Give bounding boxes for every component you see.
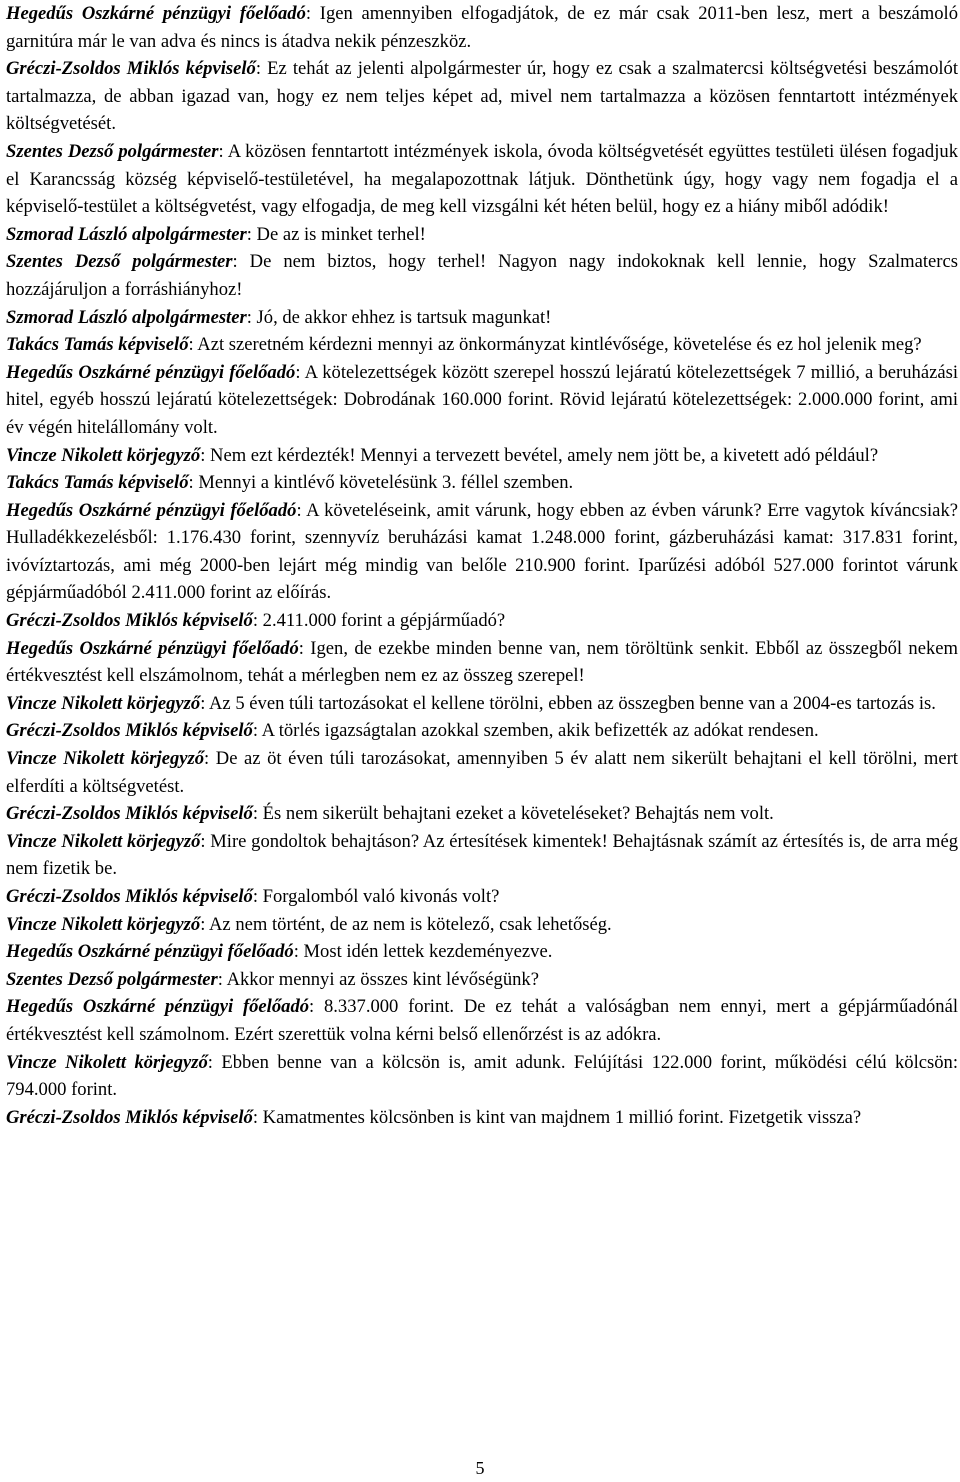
speaker-name: Gréczi-Zsoldos Miklós képviselő [6, 720, 253, 742]
speaker-name: Vincze Nikolett körjegyző [6, 692, 201, 714]
paragraph-text: : Forgalomból való kivonás volt? [252, 886, 500, 907]
paragraph-text: : A törlés igazságtalan azokkal szemben, akik befizették az adókat rendesen. [252, 720, 819, 742]
paragraph [6, 248, 958, 303]
paragraph-text: : De nem biztos, hogy terhel! Nagyon nagy indokoknak kell lennie, hogy Szalmatercs hozzájáruljon a forráshiányhoz! [6, 251, 958, 300]
paragraph-text: : 8.337.000 forint. De ez tehát a valóságban nem ennyi, mert a gépjárműadónál értékvesztést kell számolnom. Ezért szerettük volna kérni belső ellenőrzést is az adókra. [6, 996, 959, 1045]
speaker-name: Hegedűs Oszkárné pénzügyi főelőadó [6, 637, 299, 659]
speaker-name: Szentes Dezső polgármester [6, 251, 233, 273]
paragraph [6, 55, 958, 138]
paragraph [6, 938, 958, 966]
paragraph-text: : Nem ezt kérdezték! Mennyi a tervezett bevétel, amely nem jött be, a kivetett adó például? [200, 444, 879, 466]
paragraph-text: : 2.411.000 forint a gépjárműadó? [252, 610, 506, 632]
paragraph [6, 690, 958, 718]
speaker-name: Vincze Nikolett körjegyző [6, 830, 201, 852]
paragraph-text: : A kötelezettségek között szerepel hosszú lejáratú kötelezettségek 7 millió, a beruházási hitel, egyéb hosszú lejáratú kötelezettségek: Dobrodának 160.000 forint. Rövid lejáratú kötelezettségek: 2.000.000 forint, ami év végén hitelállomány volt. [6, 361, 958, 438]
speaker-name: Hegedűs Oszkárné pénzügyi főelőadó [6, 996, 310, 1018]
paragraph-text: : Mennyi a kintlévő követelésünk 3. féllel szemben. [188, 472, 574, 494]
speaker-name: Vincze Nikolett körjegyző [6, 444, 201, 466]
paragraph [6, 359, 958, 442]
paragraph [6, 717, 958, 745]
paragraph-text: : A közösen fenntartott intézmények iskola, óvoda költségvetését együttes testületi ülésen fogadjuk el Karancsság község képviselő-testületével, ha megalapozottnak látjuk. Dönthetünk úgy, hogy vagy nem fogadja el a képviselő-testület a költségvetést, vagy elfogadja, de meg kell vizsgálni két héten belül, hogy ez a hiány miből adódik! [6, 140, 958, 218]
paragraph-text: : De az is minket terhel! [246, 223, 426, 245]
paragraph-text: : De az öt éven túli tarozásokat, amennyiben 5 év alatt nem sikerült behajtani el kell törölni, mert elferdíti a költségvetést. [6, 748, 958, 797]
paragraph [6, 1049, 958, 1104]
paragraph-text: : A követeléseink, amit várunk, hogy ebben az évben várunk? Erre vagytok kíváncsiak? Hulladékkezelésből: 1.176.430 forint, szennyvíz beruházási kamat 1.248.000 forint, gázberuházási kamat: 317.831 forint, ivóvíztartozás, ami még 2000-ben lejárt még mindig van belőle 210.900 forint. Iparűzési adóból 527.000 forintot várunk gépjárműadóból 2.411.000 forint az előírás. [6, 499, 958, 604]
paragraph-text: : Ebben benne van a kölcsön is, amit adunk. Felújítási 122.000 forint, működési célú kölcsön: 794.000 forint. [6, 1051, 958, 1101]
paragraph-text: : Most idén lettek kezdeményezve. [293, 941, 553, 963]
speaker-name: Hegedűs Oszkárné pénzügyi főelőadó [6, 941, 294, 963]
speaker-name: Szentes Dezső polgármester [6, 968, 218, 990]
speaker-name: Gréczi-Zsoldos Miklós képviselő [6, 803, 253, 825]
paragraph [6, 635, 958, 690]
paragraph [6, 0, 958, 55]
paragraph-text: : Azt szeretném kérdezni mennyi az önkormányzat kintlévősége, követelése és ez hol jelenik meg? [188, 334, 922, 356]
paragraph-text: : Akkor mennyi az összes kint lévőségünk? [217, 968, 539, 990]
paragraph [6, 828, 958, 883]
paragraph-text: : Kamatmentes kölcsönben is kint van majdnem 1 millió forint. Fizetgetik vissza? [252, 1106, 862, 1128]
speaker-name: Gréczi-Zsoldos Miklós képviselő [6, 1106, 253, 1128]
speaker-name: Takács Tamás képviselő [6, 472, 189, 494]
paragraph-text: : Jó, de akkor ehhez is tartsuk magunkat! [246, 306, 552, 328]
paragraph [6, 497, 958, 607]
paragraph [6, 138, 958, 221]
paragraph-text: : Igen, de ezekbe minden benne van, nem töröltünk senkit. Ebből az összegből nekem értékvesztést kell elszámolnom, tehát a mérlegben nem ez az összeg szerepel! [6, 637, 958, 687]
document-body [6, 0, 958, 1131]
speaker-name: Gréczi-Zsoldos Miklós képviselő [6, 58, 256, 80]
paragraph [6, 883, 958, 911]
paragraph [6, 442, 958, 470]
speaker-name: Hegedűs Oszkárné pénzügyi főelőadó [6, 499, 297, 521]
speaker-name: Gréczi-Zsoldos Miklós képviselő [6, 886, 253, 907]
paragraph-text: : Ez tehát az jelenti alpolgármester úr, hogy ez csak a szalmatercsi költségvetési beszámolót tartalmazza, de abban igazad van, hogy ez nem teljes képet ad, mivel nem tartalmazza a közösen fenntartott intézmények költségvetését. [6, 58, 959, 135]
paragraph [6, 745, 958, 800]
speaker-name: Vincze Nikolett körjegyző [6, 1051, 208, 1073]
paragraph [6, 993, 958, 1048]
speaker-name: Vincze Nikolett körjegyző [6, 748, 205, 770]
speaker-name: Vincze Nikolett körjegyző [6, 913, 201, 935]
paragraph-text: : Igen amennyiben elfogadjátok, de ez már csak 2011-ben lesz, mert a beszámoló garnitúra már le van adva és nincs is átadva nekik pénzeszköz. [6, 3, 958, 52]
paragraph [6, 607, 958, 635]
paragraph [6, 304, 958, 332]
paragraph [6, 1104, 958, 1132]
paragraph-text: : Mire gondoltok behajtáson? Az értesítések kimentek! Behajtásnak számít az értesítés is, de arra még nem fizetik be. [6, 830, 958, 880]
paragraph-text: : Az 5 éven túli tartozásokat el kellene törölni, ebben az összegben benne van a 2004-es tartozás is. [200, 692, 936, 714]
speaker-name: Szentes Dezső polgármester [6, 140, 219, 162]
speaker-name: Gréczi-Zsoldos Miklós képviselő [6, 610, 253, 632]
speaker-name: Hegedűs Oszkárné pénzügyi főelőadó [6, 361, 296, 383]
paragraph [6, 331, 958, 359]
paragraph [6, 911, 958, 939]
paragraph-text: : És nem sikerült behajtani ezeket a követeléseket? Behajtás nem volt. [252, 803, 774, 825]
speaker-name: Szmorad László alpolgármester [6, 223, 247, 245]
paragraph-text: : Az nem történt, de az nem is kötelező, csak lehetőség. [200, 913, 612, 935]
speaker-name: Szmorad László alpolgármester [6, 306, 247, 328]
paragraph [6, 221, 958, 249]
speaker-name: Takács Tamás képviselő [6, 334, 189, 356]
speaker-name: Hegedűs Oszkárné pénzügyi főelőadó [6, 3, 306, 24]
paragraph [6, 800, 958, 828]
paragraph [6, 966, 958, 994]
paragraph [6, 469, 958, 497]
page-number: 5 [475, 1458, 485, 1478]
